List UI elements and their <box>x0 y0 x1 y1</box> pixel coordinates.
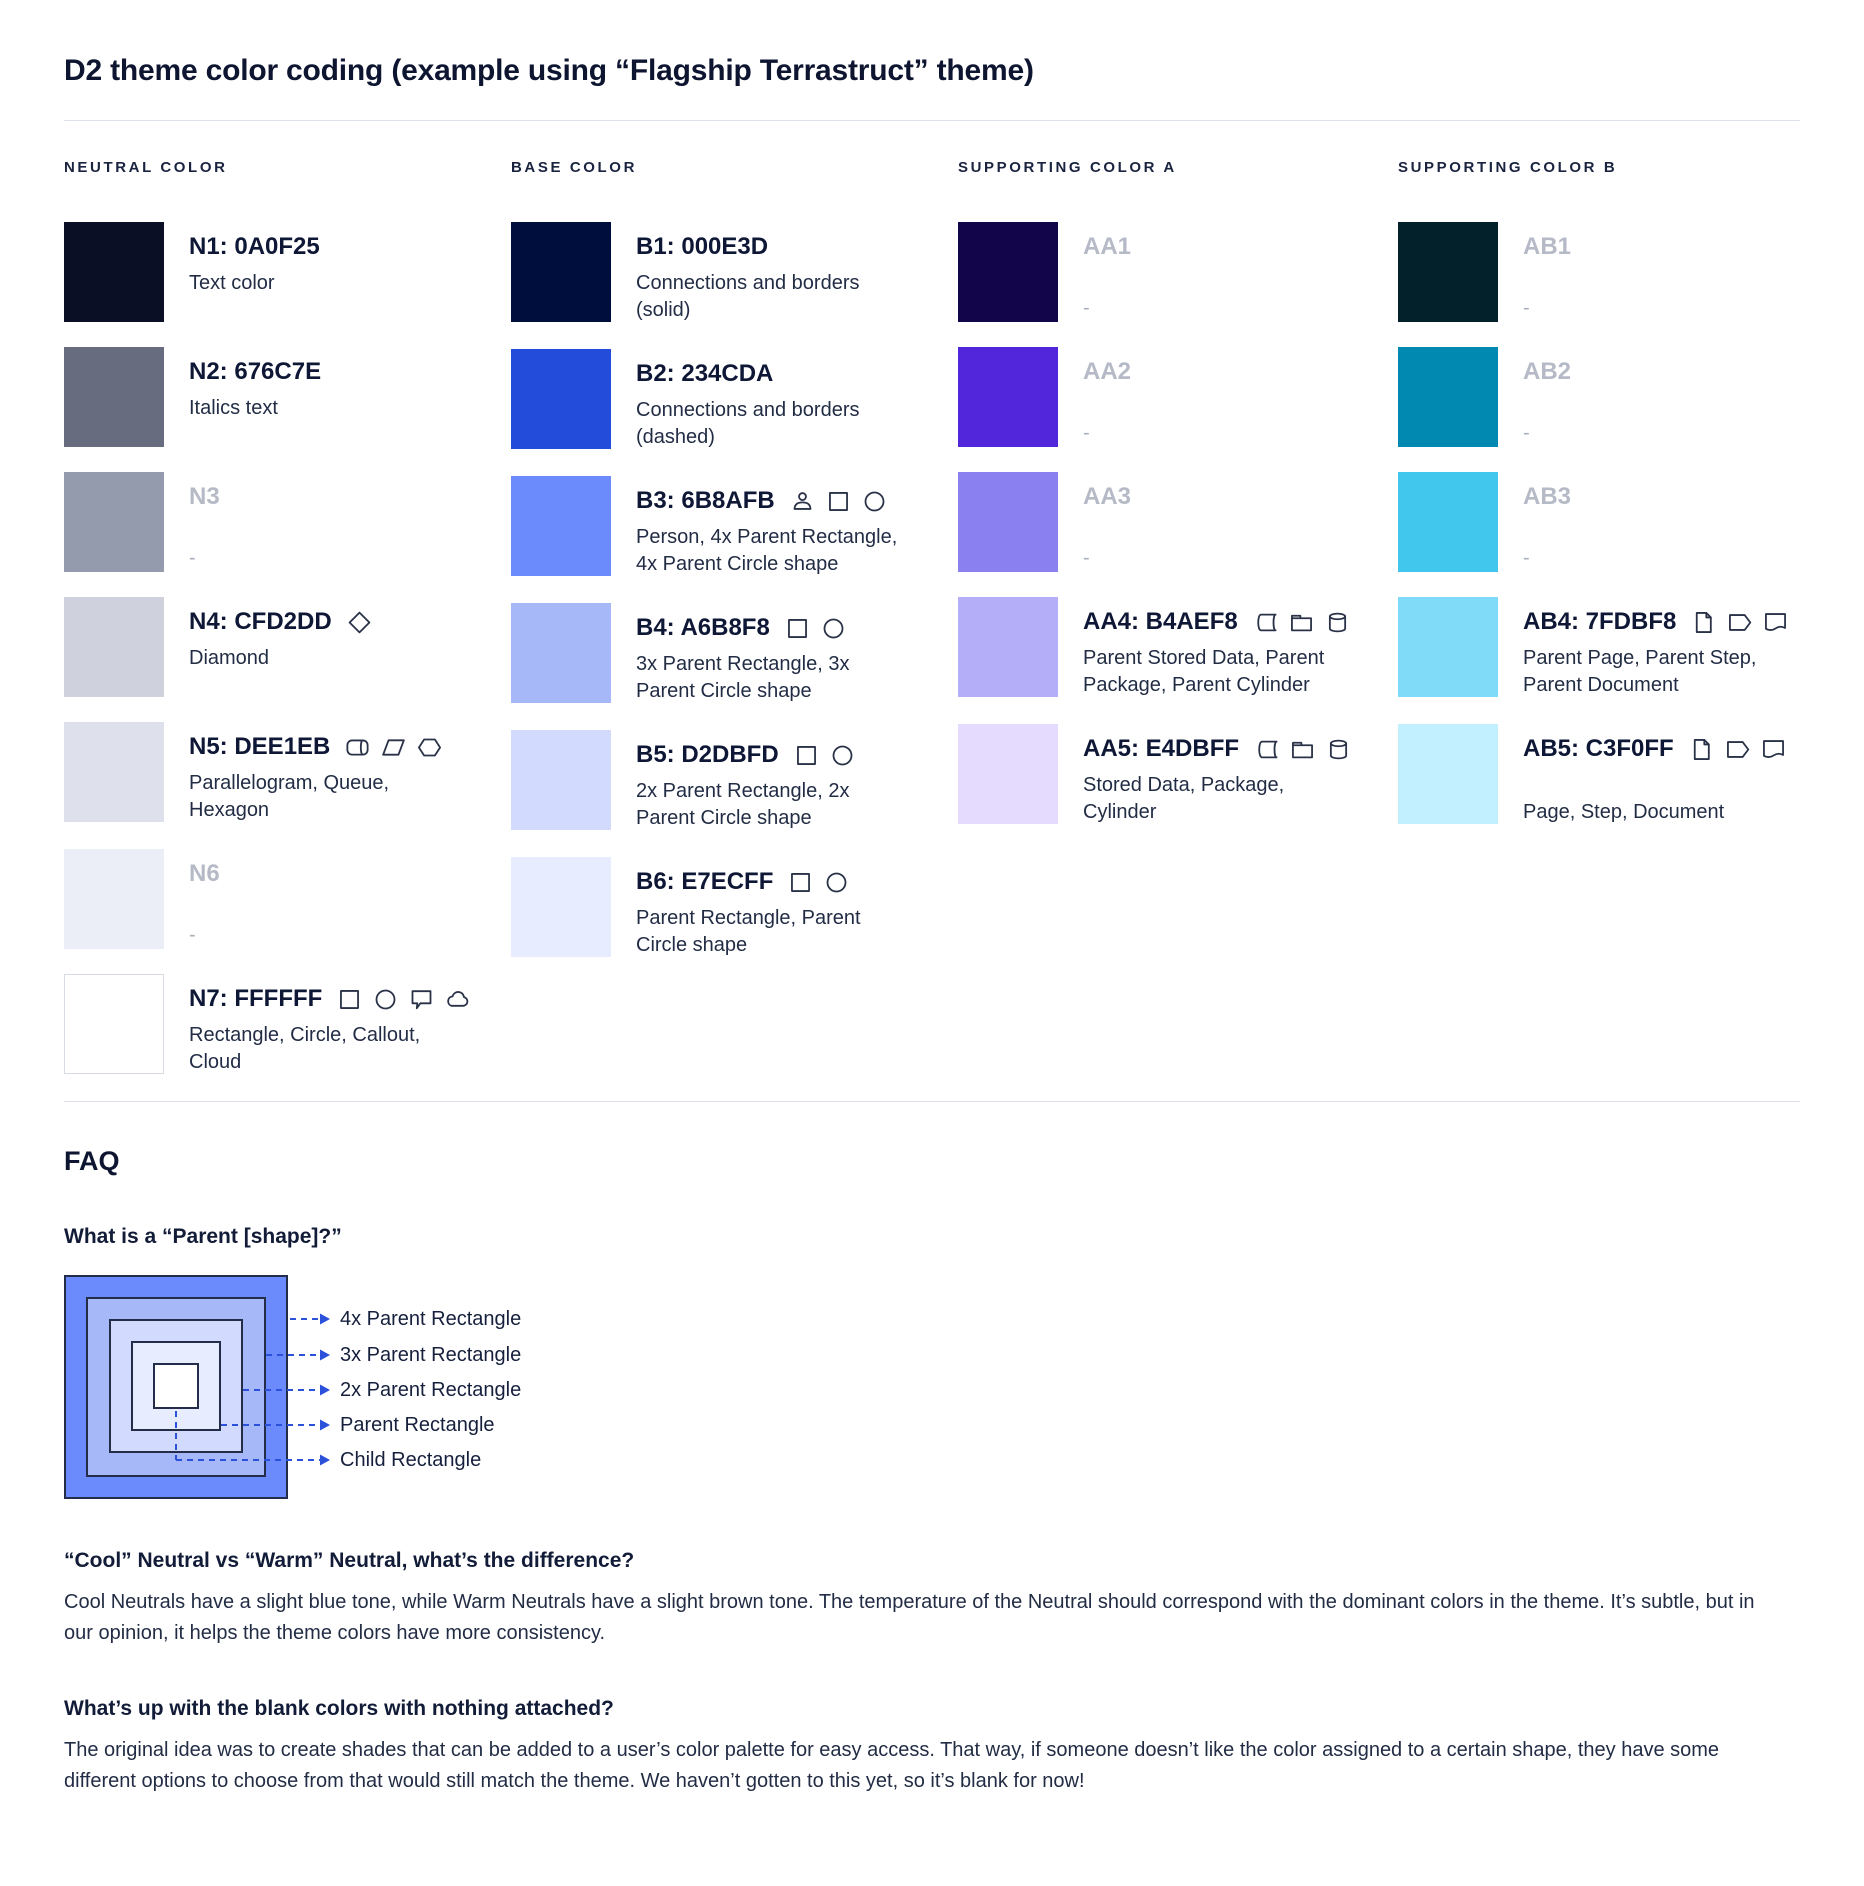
color-row <box>511 222 958 324</box>
color-label: AA3 <box>1083 483 1132 510</box>
shape-icons <box>1253 736 1352 763</box>
color-label: AB5: C3F0FF <box>1523 735 1785 763</box>
color-row-text <box>1523 347 1785 447</box>
palette-column-header: SUPPORTING COLOR B <box>1398 159 1618 176</box>
color-label: B1: 000E3D <box>636 233 769 260</box>
parent-shape-diagram <box>64 1275 764 1501</box>
palette-column <box>64 159 511 1101</box>
color-row <box>64 597 511 697</box>
faq-question-parent-shape: What is a “Parent [shape]?” <box>64 1225 342 1248</box>
diagram-label: Parent Rectangle <box>340 1414 495 1436</box>
color-label: N7: FFFFFF <box>189 985 451 1013</box>
color-description: - <box>189 924 196 946</box>
package-icon <box>1289 736 1316 763</box>
color-label: B2: 234CDA <box>636 360 774 387</box>
color-swatch <box>64 722 164 822</box>
rectangle-icon <box>787 869 814 896</box>
color-label: B4: A6B8F8 <box>636 614 898 642</box>
color-description: - <box>1083 547 1090 569</box>
rectangle-icon <box>336 986 363 1013</box>
color-label: AA2 <box>1083 358 1132 385</box>
shape-icons <box>787 869 850 896</box>
color-label: AA1 <box>1083 233 1132 260</box>
color-label: AA5: E4DBFF <box>1083 735 1345 763</box>
palette-column <box>511 159 958 1101</box>
color-row <box>958 222 1398 322</box>
shape-icons <box>344 734 443 761</box>
color-row-text <box>189 974 451 1076</box>
color-row <box>511 349 958 451</box>
page-icon <box>1690 609 1717 636</box>
color-description: - <box>189 547 196 569</box>
color-swatch <box>958 347 1058 447</box>
rectangle-icon <box>784 615 811 642</box>
color-description: - <box>1083 422 1090 444</box>
color-row <box>511 603 958 705</box>
color-row <box>958 597 1398 699</box>
color-row-text <box>1083 347 1345 447</box>
color-swatch <box>64 472 164 572</box>
color-swatch <box>511 603 611 703</box>
color-swatch <box>511 730 611 830</box>
color-row <box>64 974 511 1076</box>
color-description: - <box>1523 297 1530 319</box>
color-swatch <box>958 222 1058 322</box>
palette-column-header: BASE COLOR <box>511 159 638 176</box>
color-label: N4: CFD2DD <box>189 608 451 636</box>
shape-icons <box>346 609 373 636</box>
color-description: Text color <box>189 272 275 294</box>
color-row <box>64 347 511 447</box>
color-label: AB4: 7FDBF8 <box>1523 608 1785 636</box>
color-row-text <box>189 347 451 447</box>
faq-answer-blank-colors: The original idea was to create shades that can be added to a user’s color palette for easy access. That way, if someone doesn’t like the color assigned to a certain shape, they have some different options to choose from that would still match the theme. We haven’t gotten to this yet, so it’s blank for now! <box>64 1739 1720 1792</box>
stored-data-icon <box>1253 736 1280 763</box>
color-row <box>958 347 1398 447</box>
hexagon-icon <box>416 734 443 761</box>
color-label: AB2 <box>1523 358 1572 385</box>
color-swatch <box>511 349 611 449</box>
color-description: - <box>1083 297 1090 319</box>
page-title: D2 theme color coding (example using “Flagship Terrastruct” theme) <box>64 54 1034 87</box>
shape-icons <box>789 488 888 515</box>
color-swatch <box>511 857 611 957</box>
circle-icon <box>823 869 850 896</box>
color-row <box>511 476 958 578</box>
shape-icons <box>1690 609 1789 636</box>
color-row-text <box>636 857 898 959</box>
shape-icons <box>793 742 856 769</box>
color-description: - <box>1523 422 1530 444</box>
page-icon <box>1688 736 1715 763</box>
faq-question-cool-vs-warm: “Cool” Neutral vs “Warm” Neutral, what’s the difference? <box>64 1549 635 1572</box>
rectangle-icon <box>825 488 852 515</box>
color-row-text <box>189 722 451 824</box>
color-row-text <box>636 603 898 705</box>
color-row-text <box>636 730 898 832</box>
palette-column-header: NEUTRAL COLOR <box>64 159 228 176</box>
color-label: N5: DEE1EB <box>189 733 451 761</box>
color-row <box>64 849 511 949</box>
color-description: 2x Parent Rectangle, 2x Parent Circle shape <box>636 780 850 829</box>
color-description: Parent Page, Parent Step, Parent Document <box>1523 647 1757 696</box>
palette-column-header: SUPPORTING COLOR A <box>958 159 1177 176</box>
color-label: N3 <box>189 483 220 510</box>
color-label: N1: 0A0F25 <box>189 233 320 260</box>
child-rectangle <box>153 1363 199 1409</box>
document-icon <box>1760 736 1787 763</box>
color-row-text <box>189 597 451 697</box>
queue-icon <box>344 734 371 761</box>
faq-answer-cool-vs-warm: Cool Neutrals have a slight blue tone, while Warm Neutrals have a slight brown tone. The temperature of the Neutral should correspond with the dominant colors in the theme. It’s subtle, but in our opinion, it helps the theme colors have more consistency. <box>64 1591 1755 1644</box>
parallelogram-icon <box>380 734 407 761</box>
cylinder-icon <box>1325 736 1352 763</box>
cloud-icon <box>444 986 471 1013</box>
stored-data-icon <box>1252 609 1279 636</box>
color-swatch <box>958 472 1058 572</box>
color-label: AA4: B4AEF8 <box>1083 608 1345 636</box>
shape-icons <box>784 615 847 642</box>
color-swatch <box>958 597 1058 697</box>
color-label: B3: 6B8AFB <box>636 487 898 515</box>
color-description: Rectangle, Circle, Callout, Cloud <box>189 1024 421 1073</box>
divider-faq <box>64 1101 1800 1102</box>
color-row <box>1398 472 1800 572</box>
cylinder-icon <box>1324 609 1351 636</box>
color-swatch <box>64 597 164 697</box>
color-swatch <box>1398 347 1498 447</box>
diagram-label: 3x Parent Rectangle <box>340 1344 522 1366</box>
color-row <box>511 857 958 959</box>
color-label: AB3 <box>1523 483 1572 510</box>
color-swatch <box>64 347 164 447</box>
palette <box>64 159 1800 1101</box>
divider-top <box>64 120 1800 121</box>
color-row-text <box>636 349 898 451</box>
color-row-text <box>1083 724 1345 826</box>
color-swatch <box>958 724 1058 824</box>
shape-icons <box>336 986 471 1013</box>
palette-column <box>1398 159 1800 1101</box>
color-description: Stored Data, Package, Cylinder <box>1083 774 1285 823</box>
callout-icon <box>408 986 435 1013</box>
color-description: Parent Stored Data, Parent Package, Parent Cylinder <box>1083 647 1325 696</box>
diagram-label: Child Rectangle <box>340 1449 482 1471</box>
color-swatch <box>1398 472 1498 572</box>
color-row-text <box>636 476 898 578</box>
color-row-text <box>1523 597 1785 699</box>
document-icon <box>1762 609 1789 636</box>
color-swatch <box>1398 724 1498 824</box>
color-description: Connections and borders (solid) <box>636 272 860 321</box>
color-swatch <box>511 222 611 322</box>
color-row-text <box>189 222 451 322</box>
color-swatch <box>1398 597 1498 697</box>
color-row <box>958 724 1398 826</box>
circle-icon <box>372 986 399 1013</box>
color-description: Diamond <box>189 647 270 669</box>
color-row-text <box>189 472 451 572</box>
diagram-label: 2x Parent Rectangle <box>340 1379 522 1401</box>
color-row <box>1398 597 1800 699</box>
color-swatch <box>64 222 164 322</box>
package-icon <box>1288 609 1315 636</box>
color-row <box>64 222 511 322</box>
color-row-text <box>1523 724 1785 826</box>
color-description: Parallelogram, Queue, Hexagon <box>189 772 390 821</box>
page-content <box>0 54 1864 1797</box>
color-row <box>1398 222 1800 322</box>
color-row-text <box>1083 222 1345 322</box>
color-row-text <box>1083 472 1345 572</box>
rectangle-icon <box>793 742 820 769</box>
color-description: 3x Parent Rectangle, 3x Parent Circle shape <box>636 653 850 702</box>
color-row <box>64 472 511 572</box>
color-row-text <box>1523 222 1785 322</box>
shape-icons <box>1688 736 1787 763</box>
color-swatch <box>1398 222 1498 322</box>
color-row <box>511 730 958 832</box>
color-description: Connections and borders (dashed) <box>636 399 860 448</box>
color-row <box>958 472 1398 572</box>
shape-icons <box>1252 609 1351 636</box>
diamond-icon <box>346 609 373 636</box>
color-description: - <box>1523 547 1530 569</box>
color-label: B5: D2DBFD <box>636 741 898 769</box>
color-row-text <box>1523 472 1785 572</box>
color-label: N6 <box>189 860 220 887</box>
faq-heading: FAQ <box>64 1146 120 1176</box>
person-icon <box>789 488 816 515</box>
color-row <box>1398 347 1800 447</box>
circle-icon <box>820 615 847 642</box>
color-label: AB1 <box>1523 233 1572 260</box>
color-description: Person, 4x Parent Rectangle, 4x Parent Circle shape <box>636 526 898 575</box>
palette-column <box>958 159 1398 1101</box>
color-row-text <box>189 849 451 949</box>
color-row <box>1398 724 1800 826</box>
color-swatch <box>64 974 164 1074</box>
step-icon <box>1724 736 1751 763</box>
step-icon <box>1726 609 1753 636</box>
diagram-label: 4x Parent Rectangle <box>340 1308 522 1330</box>
circle-icon <box>861 488 888 515</box>
color-description: Page, Step, Document <box>1523 801 1725 823</box>
color-swatch <box>511 476 611 576</box>
color-description: Italics text <box>189 397 278 419</box>
faq-question-blank-colors: What’s up with the blank colors with nothing attached? <box>64 1697 614 1720</box>
color-row <box>64 722 511 824</box>
color-row-text <box>1083 597 1345 699</box>
color-description: Parent Rectangle, Parent Circle shape <box>636 907 861 956</box>
color-label: B6: E7ECFF <box>636 868 898 896</box>
color-label: N2: 676C7E <box>189 358 322 385</box>
color-swatch <box>64 849 164 949</box>
color-row-text <box>636 222 898 324</box>
circle-icon <box>829 742 856 769</box>
